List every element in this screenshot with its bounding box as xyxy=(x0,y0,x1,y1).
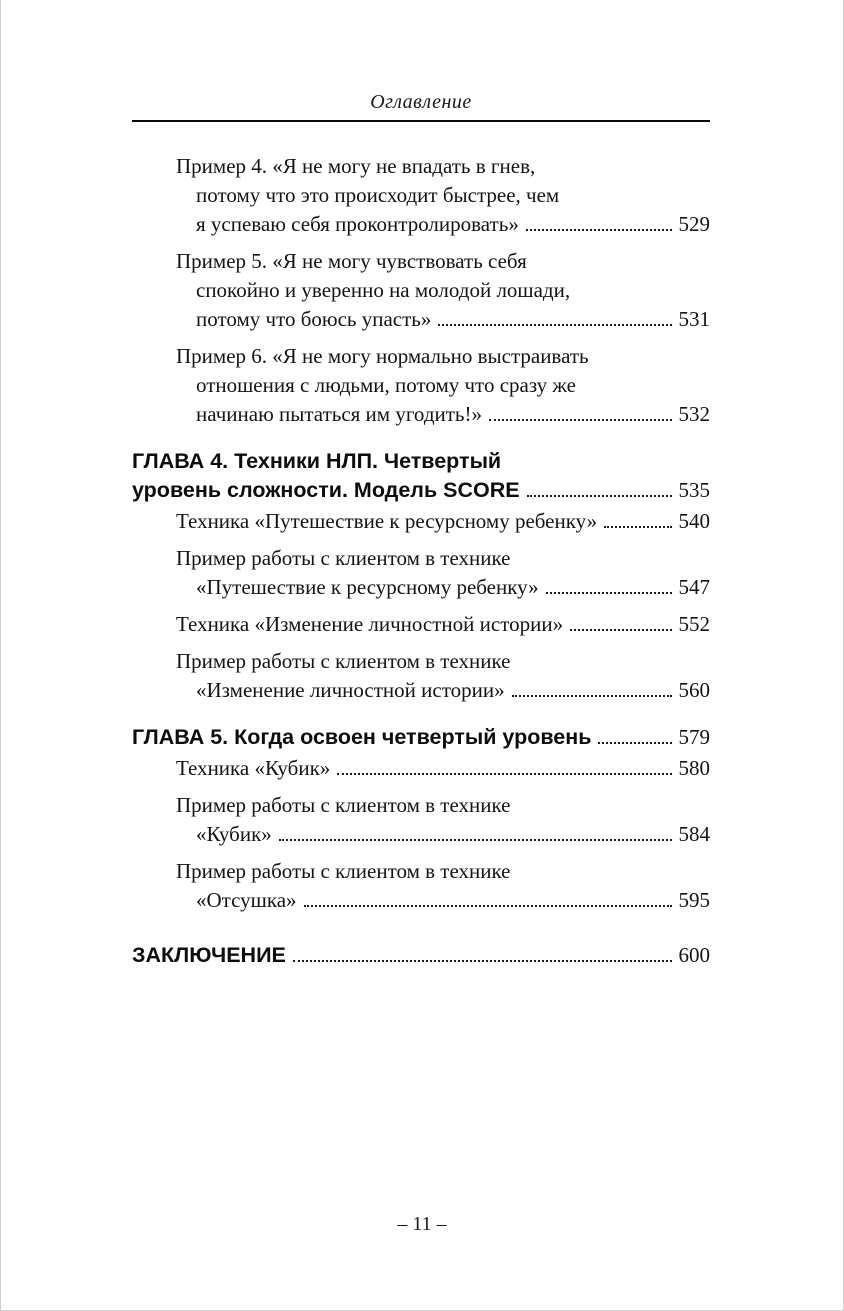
toc-chapter-entry xyxy=(132,447,710,505)
toc-line: ГЛАВА 4. Техники НЛП. Четвертый xyxy=(132,449,502,473)
toc-entry xyxy=(132,507,710,536)
dot-leader xyxy=(526,229,672,231)
toc-entry-text: Техника «Изменение личностной истории» xyxy=(176,612,564,636)
toc-line xyxy=(132,400,710,429)
page-number: 560 xyxy=(678,678,710,702)
toc-line: Пример работы с клиентом в технике xyxy=(176,546,511,570)
toc-entry-text: «Путешествие к ресурсному ребенку» xyxy=(196,575,539,599)
toc-entry-text: уровень сложности. Модель SCORE xyxy=(132,478,520,502)
page-number: 531 xyxy=(678,307,710,331)
toc-line: потому что это происходит быстрее, чем xyxy=(196,183,560,207)
toc-entry xyxy=(132,342,710,429)
dot-leader xyxy=(604,526,671,528)
table-of-contents xyxy=(132,122,710,970)
page-footer-number: – 11 – xyxy=(397,1213,447,1235)
page-number: 529 xyxy=(678,212,710,236)
toc-entry-text: Техника «Кубик» xyxy=(176,756,331,780)
dot-leader xyxy=(546,592,672,594)
toc-entry xyxy=(132,610,710,639)
toc-line xyxy=(132,886,710,915)
dot-leader xyxy=(438,324,671,326)
page-number: 532 xyxy=(678,402,710,426)
dot-leader xyxy=(337,773,671,775)
dot-leader xyxy=(570,629,671,631)
page-number: 580 xyxy=(678,756,710,780)
page-header-title: Оглавление xyxy=(370,91,472,113)
content-column xyxy=(132,0,710,970)
toc-line: спокойно и уверенно на молодой лошади, xyxy=(196,278,571,302)
toc-entry xyxy=(132,857,710,915)
dot-leader xyxy=(304,905,672,907)
toc-line: отношения с людьми, потому что сразу же xyxy=(196,373,576,397)
toc-line xyxy=(132,941,710,970)
toc-line xyxy=(132,676,710,705)
toc-entry-text: я успеваю себя проконтролировать» xyxy=(196,212,519,236)
toc-line: Пример работы с клиентом в технике xyxy=(176,793,511,817)
toc-entry-text: Техника «Путешествие к ресурсному ребенку» xyxy=(176,509,598,533)
dot-leader xyxy=(512,695,672,697)
page-number: 552 xyxy=(678,612,710,636)
toc-entry xyxy=(132,647,710,705)
page-number: 535 xyxy=(678,478,710,502)
toc-entry xyxy=(132,247,710,334)
page-number: 584 xyxy=(678,822,710,846)
page-number: 595 xyxy=(678,888,710,912)
dot-leader xyxy=(598,742,671,744)
toc-line xyxy=(132,573,710,602)
page-number: 540 xyxy=(678,509,710,533)
toc-entry-text: «Изменение личностной истории» xyxy=(196,678,505,702)
toc-line xyxy=(132,610,710,639)
toc-line xyxy=(132,820,710,849)
toc-entry-text: «Кубик» xyxy=(196,822,272,846)
toc-line xyxy=(132,723,710,752)
toc-line xyxy=(132,210,710,239)
dot-leader xyxy=(489,419,672,421)
toc-entry xyxy=(132,754,710,783)
toc-line: Пример 4. «Я не могу не впадать в гнев, xyxy=(176,154,536,178)
toc-line xyxy=(132,507,710,536)
toc-chapter-entry xyxy=(132,941,710,970)
toc-chapter-entry xyxy=(132,723,710,752)
toc-entry xyxy=(132,791,710,849)
dot-leader xyxy=(279,839,672,841)
toc-line: Пример работы с клиентом в технике xyxy=(176,859,511,883)
toc-line: Пример работы с клиентом в технике xyxy=(176,649,511,673)
page-number: 547 xyxy=(678,575,710,599)
dot-leader xyxy=(293,960,672,962)
toc-line: Пример 5. «Я не могу чувствовать себя xyxy=(176,249,527,273)
toc-entry-text: ЗАКЛЮЧЕНИЕ xyxy=(132,943,286,967)
page-number: 600 xyxy=(678,943,710,967)
toc-line xyxy=(132,476,710,505)
toc-line xyxy=(132,305,710,334)
toc-entry-text: «Отсушка» xyxy=(196,888,297,912)
dot-leader xyxy=(527,495,672,497)
toc-line: Пример 6. «Я не могу нормально выстраивать xyxy=(176,344,589,368)
toc-entry xyxy=(132,152,710,239)
toc-entry-text: начинаю пытаться им угодить!» xyxy=(196,402,482,426)
toc-line xyxy=(132,754,710,783)
page-number: 579 xyxy=(678,725,710,749)
toc-entry-text: потому что боюсь упасть» xyxy=(196,307,432,331)
toc-entry xyxy=(132,544,710,602)
toc-entry-text: ГЛАВА 5. Когда освоен четвертый уровень xyxy=(132,725,592,749)
